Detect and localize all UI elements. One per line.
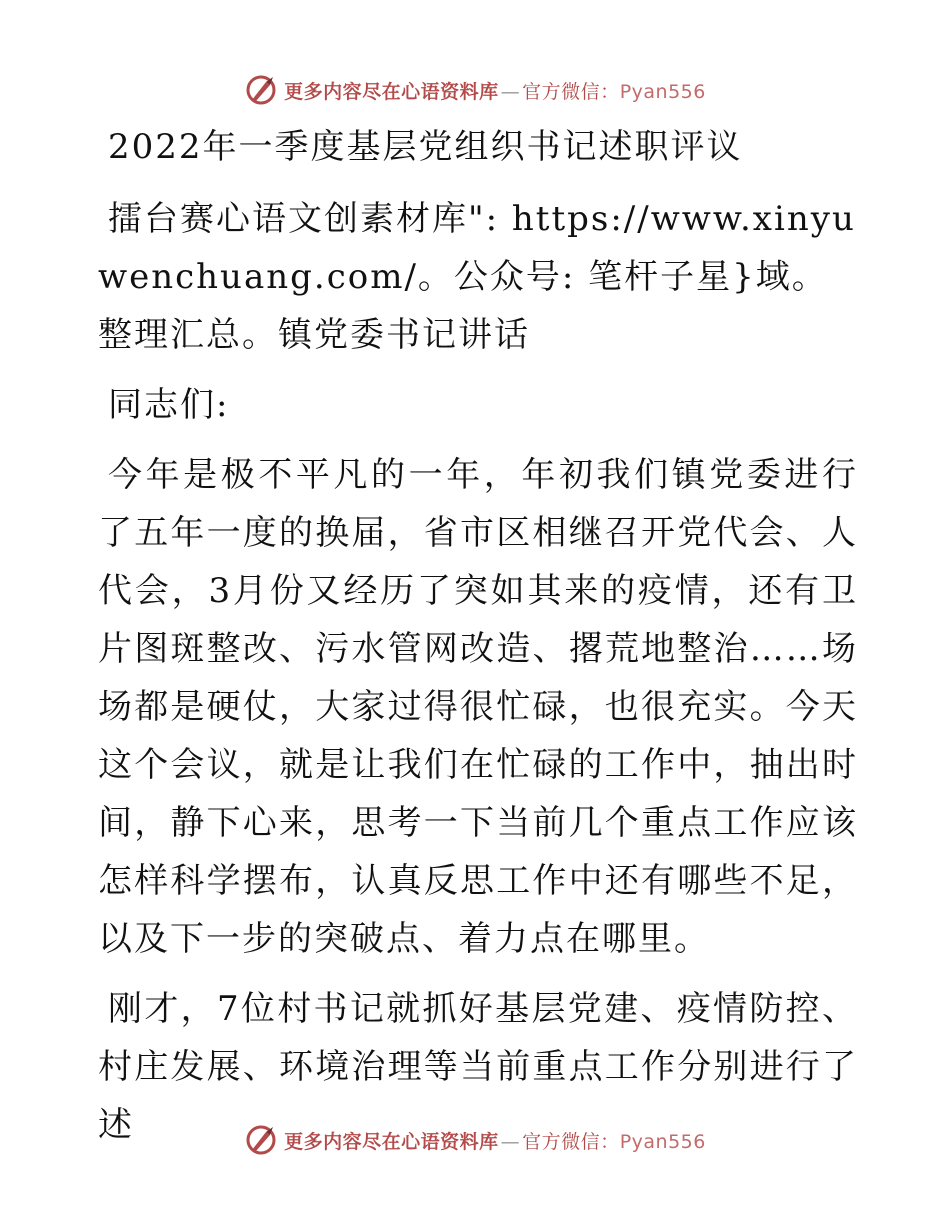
paragraph-salutation: 同志们: (108, 385, 230, 425)
watermark-separator: — (500, 80, 521, 103)
quill-badge-icon (244, 1123, 278, 1157)
document-title: 2022年一季度基层党组织书记述职评议 (108, 127, 743, 167)
watermark-text (284, 77, 706, 104)
watermark-text (284, 1127, 706, 1154)
document-body (98, 118, 858, 1166)
watermark-wechat-label: 官方微信： (522, 80, 620, 103)
watermark-footer (0, 1120, 950, 1160)
watermark-wechat-id: Pyan556 (619, 1130, 706, 1153)
watermark-header (0, 70, 950, 110)
paragraph-source: 擂台赛心语文创素材库": https://www.xinyuwenchuang.com/。公众号: 笔杆子星}域。整理汇总。镇党委书记讲话 (98, 199, 856, 355)
quill-badge-icon (244, 73, 278, 107)
watermark-separator: — (500, 1130, 521, 1153)
paragraph-body-1: 今年是极不平凡的一年，年初我们镇党委进行了五年一度的换届，省市区相继召开党代会、人代会，3月份又经历了突如其来的疫情，还有卫片图斑整改、污水管网改造、撂荒地整治……场场都是硬仗，大家过得很忙碌，也很充实。今天这个会议，就是让我们在忙碌的工作中，抽出时间，静下心来，思考一下当前几个重点工作应该怎样科学摆布，认真反思工作中还有哪些不足，以及下一步的突破点、着力点在哪里。 (98, 455, 858, 959)
watermark-brand: 更多内容尽在心语资料库 (284, 1130, 499, 1153)
watermark-brand: 更多内容尽在心语资料库 (284, 80, 499, 103)
watermark-wechat-id: Pyan556 (619, 80, 706, 103)
watermark-wechat-label: 官方微信： (522, 1130, 620, 1153)
paragraph-body-2: 刚才，7位村书记就抓好基层党建、疫情防控、村庄发展、环境治理等当前重点工作分别进行了述 (98, 989, 858, 1145)
